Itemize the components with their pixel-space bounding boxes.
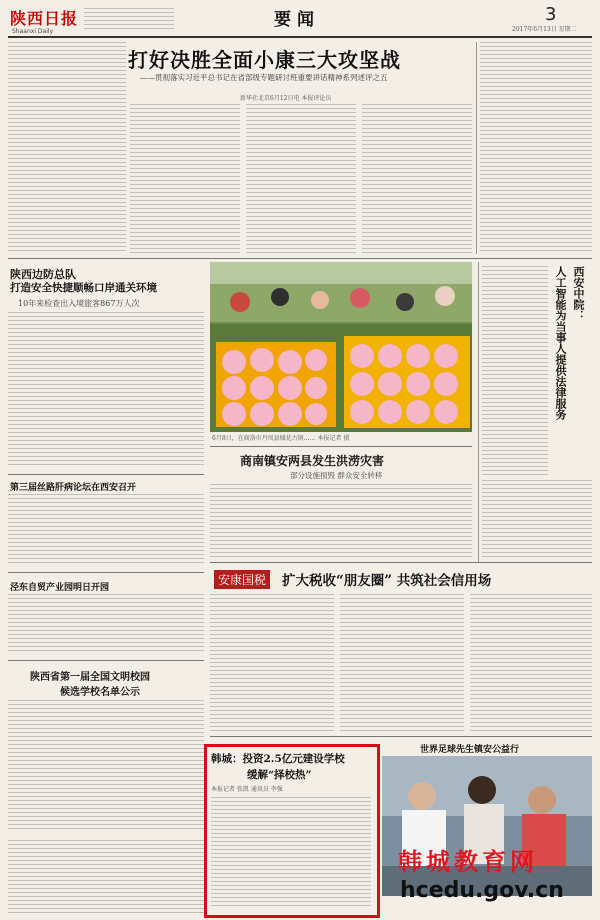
masthead bbox=[10, 6, 78, 26]
flood-title: 商南镇安两县发生洪涝灾害 bbox=[240, 454, 385, 468]
civilized-body bbox=[8, 700, 204, 830]
watermark-url: hcedu.gov.cn bbox=[400, 878, 564, 903]
hancheng-article-box[interactable] bbox=[204, 744, 380, 918]
credit-body-2 bbox=[340, 594, 464, 732]
lead-left-column bbox=[8, 42, 126, 252]
forum-rule bbox=[8, 572, 204, 573]
photo-rule bbox=[210, 446, 472, 447]
hancheng-byline: 本报记者 张凯 通讯员 李强 bbox=[211, 786, 283, 793]
forum-title: 第三届丝路肝病论坛在西安召开 bbox=[10, 483, 137, 493]
right-divider bbox=[478, 262, 479, 562]
masthead-en: Shaanxi Daily bbox=[12, 28, 54, 35]
ai-title: 西安中院： bbox=[572, 266, 585, 321]
forum-body bbox=[8, 494, 204, 566]
hancheng-title: 韩城：投资2.5亿元建设学校 bbox=[211, 753, 345, 765]
lead-subhead: ——贯彻落实习近平总书记在省部级专题研讨班重要讲话精神系列述评之五 bbox=[140, 73, 388, 82]
defense-title: 陕西边防总队 bbox=[10, 268, 76, 281]
lead-divider bbox=[476, 42, 477, 254]
masthead-info-lines bbox=[84, 8, 174, 30]
page-number: 3 bbox=[545, 4, 557, 25]
header-rule bbox=[8, 36, 592, 38]
section-title: 要闻 bbox=[274, 10, 320, 30]
bottom-left-body bbox=[8, 840, 204, 914]
ai-subtitle: 人工智能为当事人提供法律服务 bbox=[554, 266, 567, 420]
civilized-subtitle: 候选学校名单公示 bbox=[60, 687, 140, 698]
defense-deck: 10年来检查出入境旅客867万人次 bbox=[18, 299, 140, 308]
lead-headline: 打好决胜全面小康三大攻坚战 bbox=[128, 48, 401, 72]
lead-byline: 新华社北京6月12日电 本报评论员 bbox=[240, 95, 332, 102]
hancheng-subtitle: 缓解“择校热” bbox=[247, 769, 312, 781]
defense-body bbox=[8, 312, 204, 468]
photo-caption: 6月8日，在商洛市丹凤县棣花古镇…… 本报记者 摄 bbox=[212, 435, 350, 442]
civilized-title: 陕西省第一届全国文明校园 bbox=[30, 672, 150, 683]
credit-body-1 bbox=[210, 594, 334, 732]
mid-rule bbox=[210, 562, 592, 563]
volunteer-title: 世界足球先生镇安公益行 bbox=[420, 745, 520, 755]
credit-tag: 安康国税 bbox=[214, 570, 270, 589]
lead-body-col-1 bbox=[130, 104, 240, 254]
masthead-title: 陕西日报 bbox=[10, 9, 79, 28]
peach-photo-image bbox=[210, 262, 472, 432]
ai-body-2 bbox=[482, 480, 592, 560]
lead-bottom-rule bbox=[8, 258, 592, 259]
lead-body-col-4 bbox=[480, 42, 592, 254]
industry-rule bbox=[8, 660, 204, 661]
lead-body-col-2 bbox=[246, 104, 356, 254]
watermark-cn: 韩城教育网 bbox=[398, 848, 538, 876]
defense-subtitle: 打造安全快捷顺畅口岸通关环境 bbox=[10, 282, 157, 294]
credit-title: 扩大税收“朋友圈” 共筑社会信用场 bbox=[282, 573, 492, 589]
credit-body-3 bbox=[470, 594, 592, 732]
lead-body-col-3 bbox=[362, 104, 472, 254]
issue-date: 2017年6月13日 星期二 bbox=[512, 26, 577, 33]
credit-rule bbox=[210, 736, 592, 737]
flood-body bbox=[210, 484, 472, 558]
hancheng-body bbox=[211, 797, 371, 909]
defense-rule bbox=[8, 474, 204, 475]
flood-deck: 部分设施损毁 群众安全转移 bbox=[290, 471, 383, 480]
industry-title: 泾东自贸产业园明日开园 bbox=[10, 583, 110, 593]
ai-body bbox=[482, 266, 548, 476]
peach-photo bbox=[210, 262, 472, 432]
industry-body bbox=[8, 594, 204, 654]
